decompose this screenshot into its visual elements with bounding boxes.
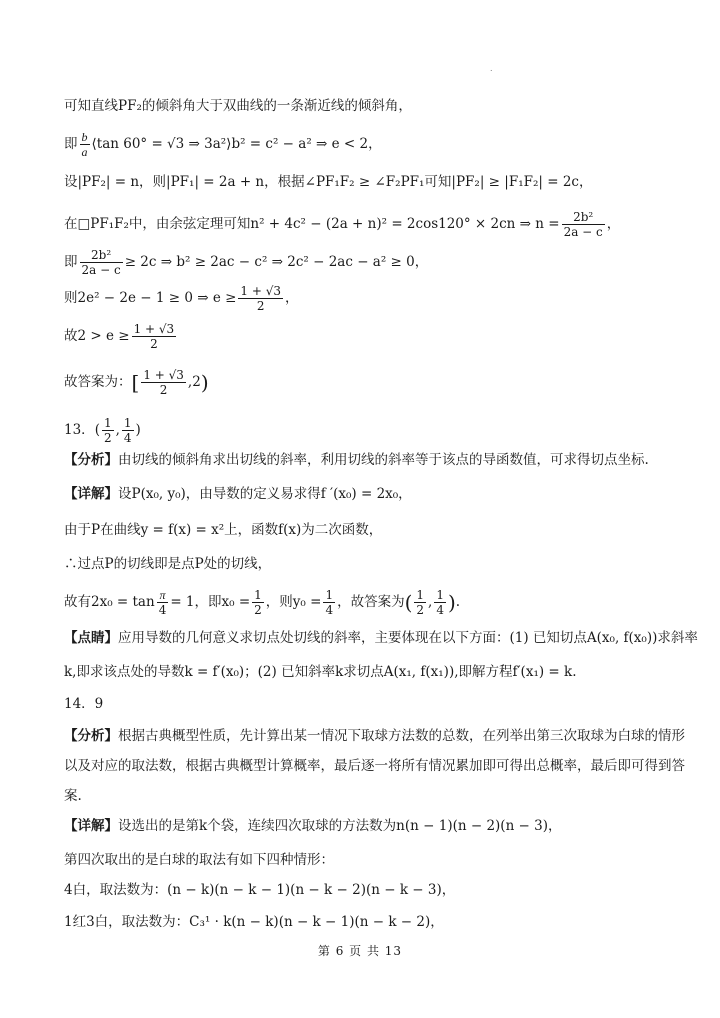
- line-2: [64, 130, 382, 159]
- line-4-post: ，: [606, 216, 621, 232]
- line-8-pre: 故答案为：: [64, 374, 132, 390]
- line-6: [64, 284, 299, 313]
- detail-tag-2: 【详解】: [64, 818, 118, 834]
- line-12: 由于P在曲线y = f(x) = x²上，函数f(x)为二次函数，: [64, 522, 383, 538]
- line-4-pre: 在□PF₁F₂中，由余弦定理可知n² + 4c² − (2a + n)² = 2cos120° × 2cn ⇒ n =: [64, 216, 560, 232]
- line-18-text: 根据古典概型性质，先计算出某一情况下取球方法数的总数，在列举出第三次取球为白球的情形: [118, 728, 685, 744]
- line-13: ∴过点P的切线即是点P处的切线，: [64, 556, 272, 572]
- line-19: 以及对应的取法数，根据古典概型计算概率，最后逐一将所有情况累加即可得出总概率，最后即可得到答: [64, 758, 685, 774]
- line-11-text: 设P(x₀, y₀)，由导数的定义易求得f ′(x₀) = 2x₀，: [118, 486, 412, 502]
- fraction-n-value: $\frac{\text{2b²}}{2a - c}$: [563, 210, 603, 239]
- line-14: 故有2x₀ = tan $\frac{\pi}{4}$ = 1，即x₀ = $\frac{1}{2}$ ，则y₀ = $\frac{1}{4}$ ，故答案为( $\frac{1}{2}$ , $\frac{1}{4}$ ).: [64, 588, 461, 617]
- fraction-lhs: $\frac{\text{2b²}}{2a - c}$: [81, 248, 121, 277]
- line-17: 14．9: [64, 696, 104, 712]
- fraction-e-bound-2: $\frac{1 + √3}{2}$: [133, 322, 175, 351]
- line-23: 4白，取法数为：(n − k)(n − k − 1)(n − k − 2)(n − k − 3)，: [64, 882, 456, 898]
- header-mark: ˙: [489, 70, 494, 80]
- line-11: [64, 484, 412, 504]
- line-14-d: ，故答案为: [337, 594, 405, 610]
- line-8-post: ,2: [187, 374, 201, 390]
- fraction-q13-a: $\frac{1}{2}$: [103, 416, 112, 445]
- detail-tag: 【详解】: [64, 486, 118, 502]
- comment-tag: 【点睛】: [64, 630, 118, 646]
- line-14-c: ，则y₀ =: [265, 594, 322, 610]
- analysis-tag-2: 【分析】: [64, 728, 118, 744]
- line-16: k,即求该点处的导数k = f′(x₀)；(2) 已知斜率k求切点A(x₁, f(x₁)),即解方程f′(x₁) = k.: [64, 664, 577, 680]
- line-5-pre: 即: [64, 254, 78, 270]
- line-5: [64, 248, 428, 277]
- line-20: 案.: [64, 788, 82, 804]
- line-2-post: ⟨tan 60° = √3 ⇒ 3a²⟩b² = c² − a² ⇒ e < 2，: [91, 136, 382, 152]
- line-14-b: = 1，即x₀ =: [170, 594, 251, 610]
- fraction-answer-b: $\frac{1}{4}$: [436, 588, 444, 617]
- line-18: [64, 726, 685, 746]
- line-6-pre: 则2e² − 2e − 1 ≥ 0 ⇒ e ≥: [64, 290, 237, 306]
- line-24: 1红3白，取法数为：C₃¹ · k(n − k)(n − k − 1)(n − k − 2)，: [64, 914, 444, 930]
- line-7-pre: 故2 > e ≥: [64, 328, 130, 344]
- page-footer: 第 6 页 共 13: [317, 944, 403, 958]
- fraction-q13-b: $\frac{1}{4}$: [123, 416, 132, 445]
- line-10-text: 由切线的倾斜角求出切线的斜率，利用切线的斜率等于该点的导函数值，可求得切点坐标.: [118, 452, 649, 468]
- fraction-x0: $\frac{1}{2}$: [254, 588, 262, 617]
- line-6-post: ，: [285, 290, 299, 306]
- line-21: [64, 816, 562, 836]
- line-9: 13．( $\frac{1}{2}$ , $\frac{1}{4}$ ): [64, 416, 141, 445]
- line-5-post: ≥ 2c ⇒ b² ≥ 2ac − c² ⇒ 2c² − 2ac − a² ≥ 0，: [124, 254, 429, 270]
- line-15-text: 应用导数的几何意义求切点处切线的斜率，主要体现在以下方面：(1) 已知切点A(x₀, f(x₀))求斜率: [118, 630, 698, 646]
- line-10: [64, 450, 649, 470]
- line-15: [64, 628, 698, 648]
- line-4: [64, 210, 620, 239]
- line-22: 第四次取出的是白球的取法有如下四种情形：: [64, 852, 334, 868]
- line-2-pre: 即: [64, 136, 78, 152]
- line-1: 可知直线PF₂的倾斜角大于双曲线的一条渐近线的倾斜角，: [64, 98, 412, 114]
- line-8: 故答案为：[ $\frac{1 + √3}{2}$ ,2): [64, 368, 209, 397]
- analysis-tag: 【分析】: [64, 452, 118, 468]
- fraction-pi-4: $\frac{\pi}{4}$: [158, 588, 167, 617]
- q13-label: 13．: [64, 422, 95, 438]
- fraction-answer-a: $\frac{1}{2}$: [416, 588, 425, 617]
- fraction-y0: $\frac{1}{4}$: [325, 588, 334, 617]
- line-21-text: 设选出的是第k个袋，连续四次取球的方法数为n(n − 1)(n − 2)(n − 3)，: [118, 818, 562, 834]
- line-14-a: 故有2x₀ = tan: [64, 594, 155, 610]
- fraction-answer-12: $\frac{1 + √3}{2}$: [143, 368, 184, 397]
- line-3: 设|PF₂| = n，则|PF₁| = 2a + n，根据∠PF₁F₂ ≥ ∠F₂PF₁可知|PF₂| ≥ |F₁F₂| = 2c，: [64, 174, 593, 190]
- line-7: [64, 322, 178, 351]
- fraction-e-bound: $\frac{1 + √3}{2}$: [240, 284, 282, 313]
- fraction-b-over-a: $\frac{b}{a}$: [81, 130, 88, 159]
